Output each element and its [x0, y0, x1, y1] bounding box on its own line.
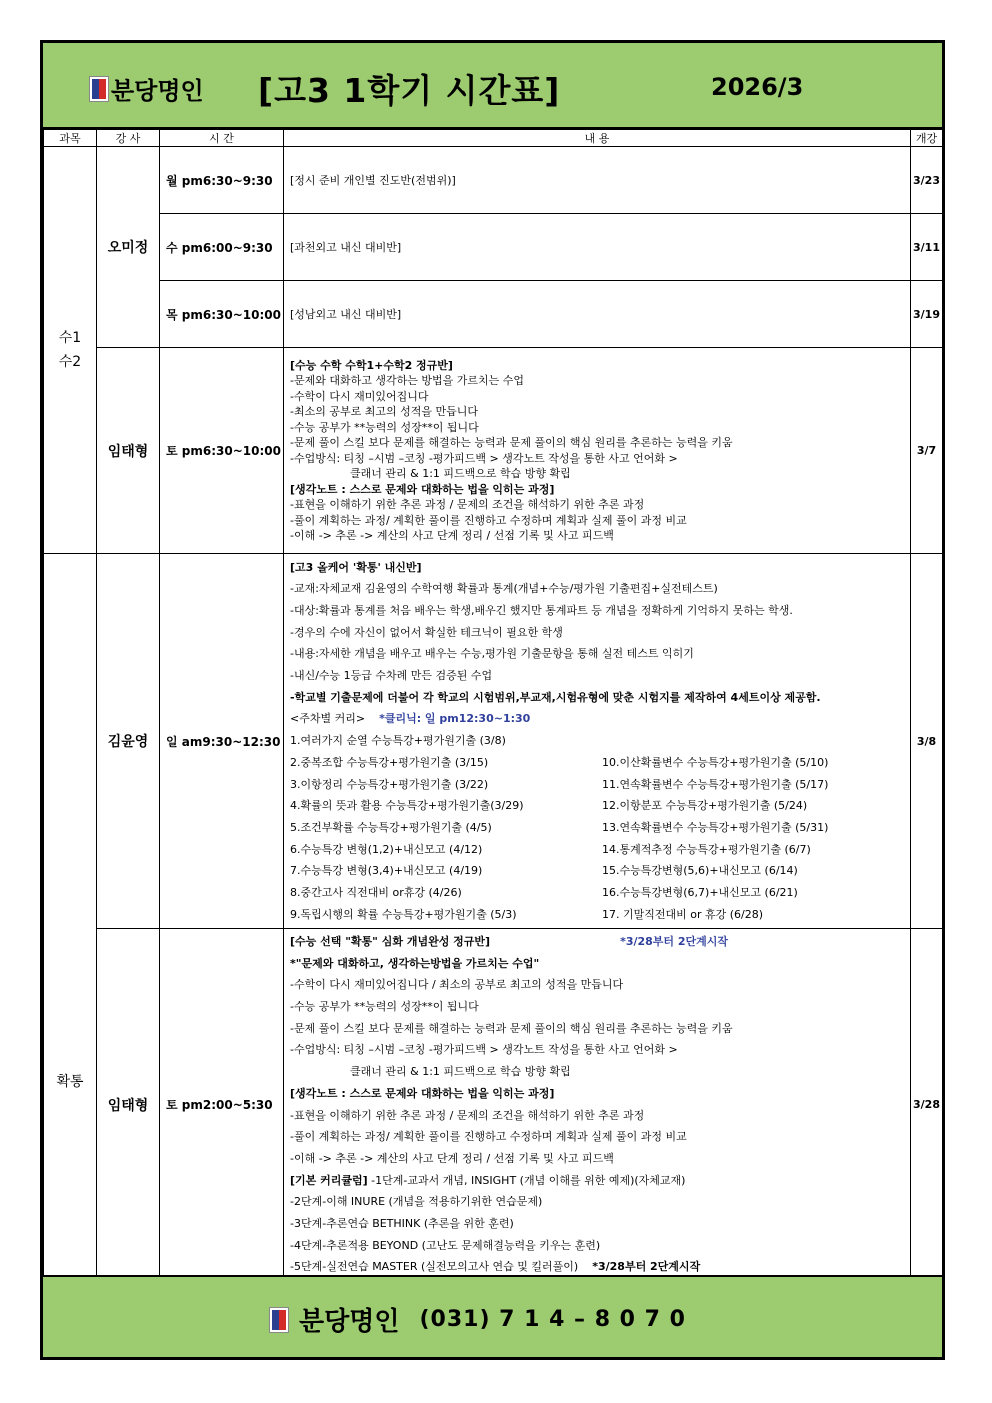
- col-instructor: 강 사: [97, 130, 160, 147]
- footer-contact: [269, 1301, 686, 1338]
- schedule-date: 2026/3: [711, 73, 804, 101]
- col-time: 시 간: [160, 130, 284, 147]
- header-brand: [89, 71, 204, 106]
- brand-name: 분당명인: [111, 77, 204, 105]
- class-time: 목 pm6:30~10:00: [160, 281, 284, 348]
- col-open: 개강: [911, 130, 943, 147]
- phone-number: (031) 7 1 4 – 8 0 7 0: [419, 1307, 686, 1332]
- table-row: [44, 348, 943, 554]
- subject-math: [44, 147, 97, 554]
- table-row: [44, 214, 943, 281]
- open-date: 3/11: [911, 214, 943, 281]
- academy-logo-icon: [89, 76, 109, 102]
- table-row: [44, 929, 943, 1281]
- instructor-omijeong: 오미정: [97, 147, 160, 348]
- class-title: [수능 선택 "확통" 심화 개념완성 정규반]: [290, 934, 491, 948]
- start-note-2: *3/28부터 2단계시작: [592, 1260, 701, 1274]
- class-content: [성남외고 내신 대비반]: [284, 281, 911, 348]
- class-time: 월 pm6:30~9:30: [160, 147, 284, 214]
- class-content: [과천외고 내신 대비반]: [284, 214, 911, 281]
- schedule-table: [43, 129, 943, 1281]
- class-content: [정시 준비 개인별 진도반(전범위)]: [284, 147, 911, 214]
- footer-banner: [43, 1275, 942, 1357]
- curriculum-head: [기본 커리큘럼]: [290, 1173, 368, 1187]
- class-time: 일 am9:30~12:30: [160, 554, 284, 929]
- col-subject: 과목: [44, 130, 97, 147]
- table-row: [44, 281, 943, 348]
- instructor-imtaehyung-2: 임태형: [97, 929, 160, 1281]
- open-date: 3/8: [911, 554, 943, 929]
- subject-label-2: 수2: [58, 354, 82, 370]
- open-date: 3/19: [911, 281, 943, 348]
- col-content: 내 용: [284, 130, 911, 147]
- timetable-sheet: [40, 40, 945, 1360]
- curriculum-label: <주차별 커리>: [290, 712, 366, 726]
- subject-label-1: 수1: [58, 330, 82, 346]
- class-time: 토 pm6:30~10:00: [160, 348, 284, 554]
- instructor-imtaehyung: 임태형: [97, 348, 160, 554]
- class-content: [수능 선택 "확통" 심화 개념완성 정규반] *3/28부터 2단계시작 *"문제와 대화하고, 생각하는방법을 가르치는 수업" -수학이 다시 재미있어집니다 / 최소의 공부로 최고의 성적을 만듭니다 -수능 공부가 **능력의 성장**이 됩니다 -문제 풀이 스킬 보다 문제를 해결하는 능력과 문제 풀이의 핵심 원리를 추론하는 능력을 키움 -수업방식: 티칭 –시범 –코칭 -평가피드백 > 생각노트 작성을 통한 사고 언어화 > 클래너 관리 & 1:1 피드백으로 학습 방향 확립 [생각노트 : 스스로 문제와 대화하는 법을 익히는 과정] -표현을 이해하기 위한 추론 과정 / 문제의 조건을 해석하기 위한 추론 과정 -풀이 계획하는 과정/ 계획한 풀이를 진행하고 수정하며 계획과 실제 풀이 과정 비교 -이해 -> 추론 -> 계산의 사고 단계 정리 / 선점 기록 및 사고 피드백 [기본 커리큘럼] -1단계-교과서 개념, INSIGHT (개념 이해를 위한 예제)(자체교재) -2단계-이해 INURE (개념을 적용하기위한 연습문제) -3단계-추론연습 BETHINK (추론을 위한 훈련) -4단계-추론적용 BEYOND (고난도 문제해결능력을 키우는 훈련) -5단계-실전연습 MASTER (실전모의고사 연습 및 킬러풀이) *3/28부터 2단계시작: [284, 929, 911, 1281]
- footer-brand: 분당명인: [299, 1307, 400, 1337]
- start-note: *3/28부터 2단계시작: [620, 934, 729, 948]
- subject-stats: [44, 554, 97, 1281]
- class-content: [고3 올케어 '확통' 내신반] -교재:자체교재 김윤영의 수학여행 확률과 통계(개념+수능/평가원 기출편집+실전테스트) -대상:확률과 통계를 처음 배우는 학생,배우긴 했지만 통계파트 등 개념을 정확하게 기억하지 못하는 학생. -경우의 수에 자신이 없어서 확실한 테크닉이 필요한 학생 -내용:자세한 개념을 배우고 배우는 수능,평가원 기출문항을 통해 실전 테스트 익히기 -내신/수능 1등급 수차례 만든 검증된 수업 -학교별 기출문제에 더불어 각 학교의 시험범위,부교재,시험유형에 맞춘 시험지를 제작하여 4세트이상 제공함. <주차별 커리> *클리닉: 일 pm12:30~1:30 1.여러가지 순열 수능특강+평가원기출 (3/8) 2.중복조합 수능특강+평가원기출 (3/15) 10.이산확률변수 수능특강+평가원기출 (5/10) 3.이항정리 수능특강+평가원기출 (3/22) 11.연속확률변수 수능특강+평가원기출 (5/17) 4.확률의 뜻과 활용 수능특강+평가원기출(3/29) 12.이항분포 수능특강+평가원기출 (5/24) 5.조건부확률 수능특강+평가원기출 (4/5) 13.연속확률변수 수능특강+평가원기출 (5/31) 6.수능특강 변형(1,2)+내신모고 (4/12) 14.통계적추정 수능특강+평가원기출 (6/7) 7.수능특강 변형(3,4)+내신모고 (4/19) 15.수능특강변형(5,6)+내신모고 (6/14) 8.중간고사 직전대비 or휴강 (4/26) 16.수능특강변형(6,7)+내신모고 (6/21) 9.독립시행의 확률 수능특강+평가원기출 (5/3) 17. 기말직전대비 or 휴강 (6/28): [284, 554, 911, 929]
- class-content: [수능 수학 수학1+수학2 정규반] -문제와 대화하고 생각하는 방법을 가르치는 수업 -수학이 다시 재미있어집니다 -최소의 공부로 최고의 성적을 만듭니다 -수능 공부가 **능력의 성장**이 됩니다 -문제 풀이 스킬 보다 문제를 해결하는 능력과 문제 풀이의 핵심 원리를 추론하는 능력을 키움 -수업방식: 티칭 –시범 –코칭 -평가피드백 > 생각노트 작성을 통한 사고 언어화 > 클래너 관리 & 1:1 피드백으로 학습 방향 확립 [생각노트 : 스스로 문제와 대화하는 법을 익히는 과정] -표현을 이해하기 위한 추론 과정 / 문제의 조건을 해석하기 위한 추론 과정 -풀이 계획하는 과정/ 계획한 풀이를 진행하고 수정하며 계획과 실제 풀이 과정 비교 -이해 -> 추론 -> 계산의 사고 단계 정리 / 선점 기록 및 사고 피드백: [284, 348, 911, 554]
- class-time: 토 pm2:00~5:30: [160, 929, 284, 1281]
- subject-label: 확통: [56, 1074, 84, 1090]
- table-row: [44, 147, 943, 214]
- instructor-kimyunyoung: 김윤영: [97, 554, 160, 929]
- header-banner: [43, 43, 942, 129]
- page-title: [고3 1학기 시간표]: [258, 71, 561, 110]
- open-date: 3/23: [911, 147, 943, 214]
- open-date: 3/7: [911, 348, 943, 554]
- table-row: [44, 554, 943, 929]
- clinic-note: *클리닉: 일 pm12:30~1:30: [379, 712, 531, 726]
- class-time: 수 pm6:00~9:30: [160, 214, 284, 281]
- table-header-row: [44, 130, 943, 147]
- academy-logo-icon: [269, 1307, 289, 1333]
- open-date: 3/28: [911, 929, 943, 1281]
